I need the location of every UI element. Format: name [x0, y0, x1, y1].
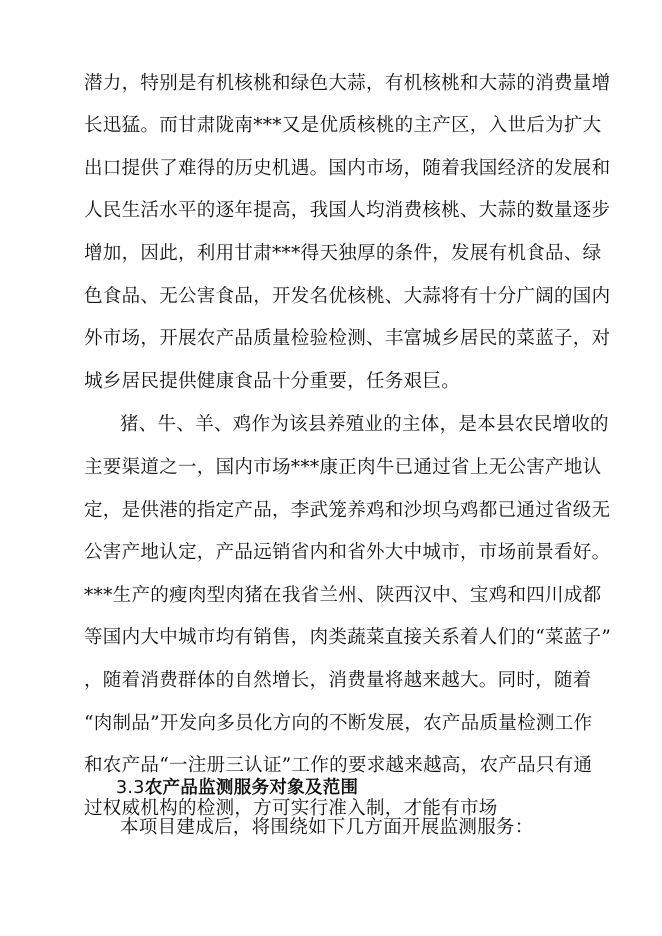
paragraph-line: 潜力，特别是有机核桃和绿色大蒜，有机核桃和大蒜的消费量增	[84, 73, 611, 94]
paragraph-line: 色食品、无公害食品，开发名优核桃、大蒜将有十分广阔的国内	[84, 286, 611, 307]
paragraph-line: 外市场，开展农产品质量检验检测、丰富城乡居民的菜蓝子，对	[84, 328, 611, 349]
paragraph-line: 定，是供港的指定产品，李武笼养鸡和沙坝乌鸡都已通过省级无	[84, 500, 611, 521]
paragraph-line: “肉制品”开发向多员化方向的不断发展，农产品质量检测工作	[84, 713, 593, 734]
paragraph-line: ，随着消费群体的自然增长，消费量将越来越大。同时，随着	[84, 670, 592, 691]
section-number: 3.3	[116, 778, 145, 798]
paragraph-line: 本项目建成后，将围绕如下几方面开展监测服务：	[120, 817, 534, 838]
paragraph-line: 过权威机构的检测，方可实行准入制，才能有市场	[84, 798, 498, 819]
paragraph-line: 等国内大中城市均有销售，肉类蔬菜直接关系着人们的“菜蓝子”	[84, 627, 612, 648]
paragraph-line: 主要渠道之一，国内市场***康正肉牛已通过省上无公害产地认	[84, 457, 602, 478]
paragraph-line: 增加，因此，利用甘肃***得天独厚的条件，发展有机食品、绿	[84, 243, 602, 264]
paragraph-line: 和农产品“一注册三认证”工作的要求越来越高，农产品只有通	[84, 755, 593, 776]
paragraph-line: 人民生活水平的逐年提高，我国人均消费核桃、大蒜的数量逐步	[84, 200, 611, 221]
paragraph-line: 长迅猛。而甘肃陇南***又是优质核桃的主产区，入世后为扩大	[84, 115, 602, 136]
section-title: 农产品监测服务对象及范围	[144, 778, 359, 798]
section-heading	[116, 771, 358, 805]
paragraph-line: 城乡居民提供健康食品十分重要，任务艰巨。	[84, 371, 461, 392]
paragraph-line: 猪、牛、羊、鸡作为该县养殖业的主体，是本县农民增收的	[120, 414, 609, 435]
paragraph-line: ***生产的瘦肉型肉猪在我省兰州、陕西汉中、宝鸡和四川成都	[84, 585, 602, 606]
paragraph-line: 出口提供了难得的历史机遇。国内市场，随着我国经济的发展和	[84, 158, 611, 179]
paragraph-line: 公害产地认定，产品远销省内和省外大中城市，市场前景看好。	[84, 542, 611, 563]
